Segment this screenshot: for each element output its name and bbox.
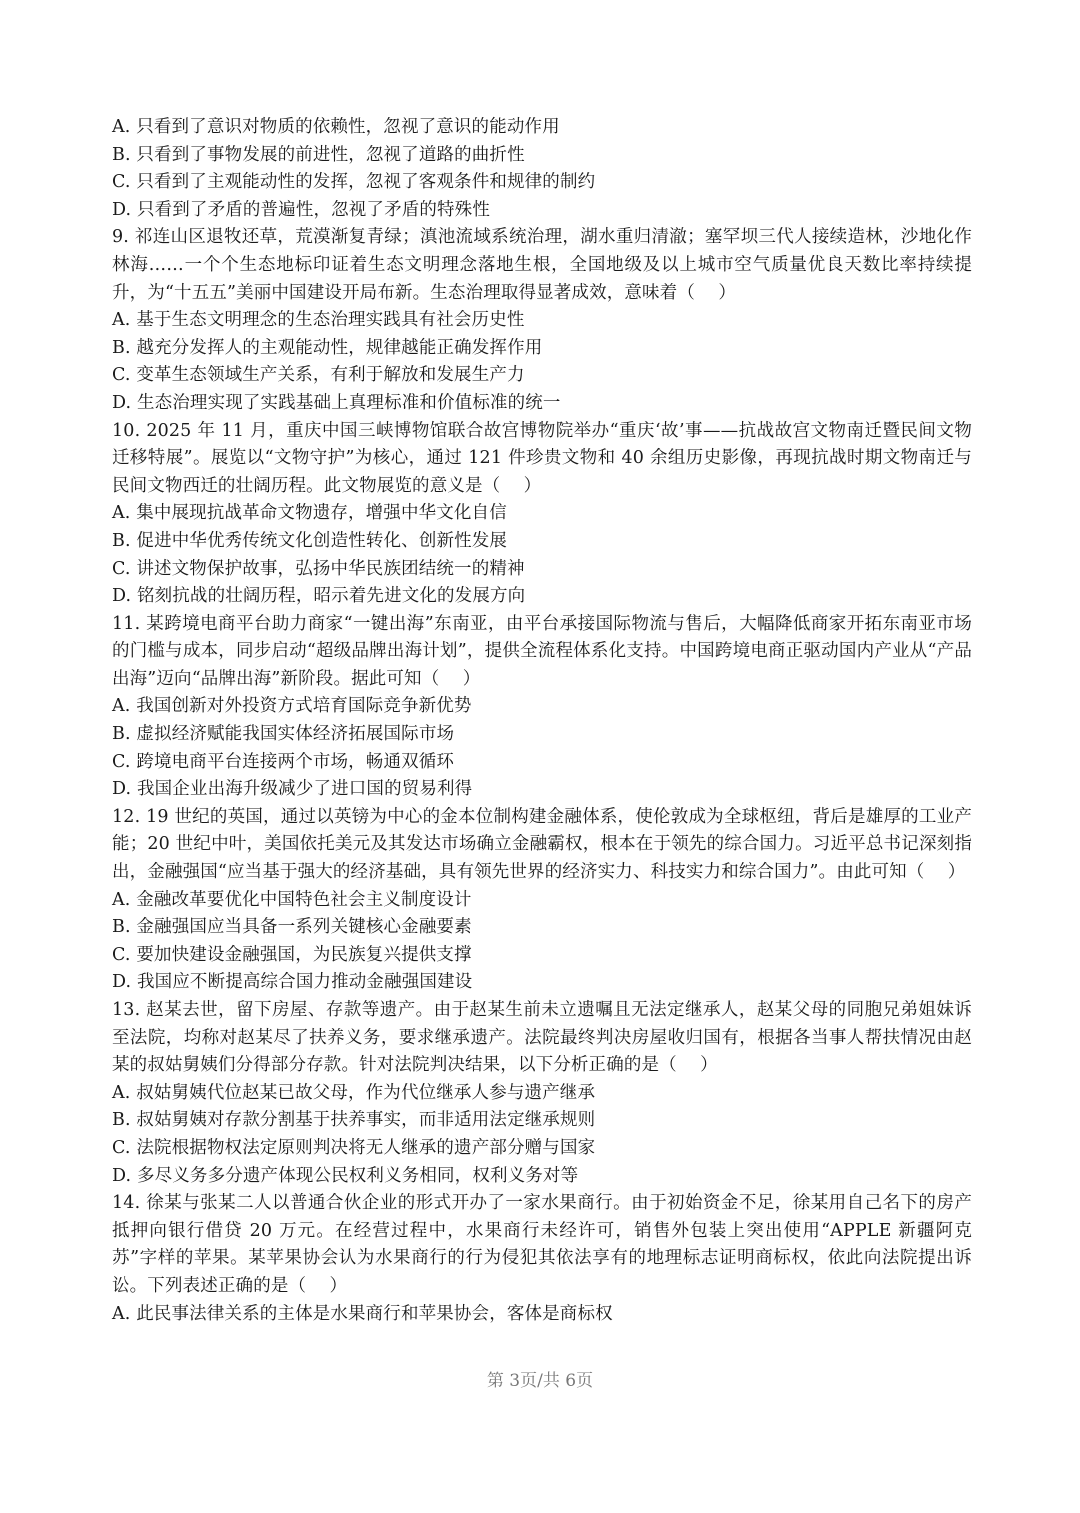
- question-13: [112, 997, 972, 1190]
- q14-option-a: A. 此民事法律关系的主体是水果商行和苹果协会，客体是商标权: [112, 1303, 613, 1324]
- question-11: [112, 611, 972, 804]
- question-9: [112, 224, 972, 417]
- q10-option-c: C. 讲述文物保护故事，弘扬中华民族团结统一的精神: [112, 558, 525, 579]
- q8-option-a: A. 只看到了意识对物质的依赖性，忽视了意识的能动作用: [112, 117, 560, 137]
- q9-option-d: D. 生态治理实现了实践基础上真理标准和价值标准的统一: [112, 392, 561, 413]
- question-10: [112, 418, 972, 611]
- q12-option-a: A. 金融改革要优化中国特色社会主义制度设计: [112, 889, 472, 910]
- q12-option-b: B. 金融强国应当具备一系列关键核心金融要素: [112, 917, 472, 938]
- q14-stem: 14. 徐某与张某二人以普通合伙企业的形式开办了一家水果商行。由于初始资金不足，徐某用自己名下的房产抵押向银行借贷 20 万元。在经营过程中，水果商行未经许可，销售外包装上突出使用“APPLE 新疆阿克苏”字样的苹果。某苹果协会认为水果商行的行为侵犯其依法享有的地理标志证明商标权，依此向法院提出诉讼。下列表述正确的是（ ）: [112, 1193, 972, 1296]
- q11-option-a: A. 我国创新对外投资方式培育国际竞争新优势: [112, 696, 472, 717]
- question-14: [112, 1190, 972, 1328]
- q13-option-b: B. 叔姑舅姨对存款分割基于扶养事实，而非适用法定继承规则: [112, 1110, 596, 1131]
- q13-option-c: C. 法院根据物权法定原则判决将无人继承的遗产部分赠与国家: [112, 1137, 596, 1158]
- q9-stem: 9. 祁连山区退牧还草，荒漠渐复青绿；滇池流域系统治理，湖水重归清澈；塞罕坝三代人接续造林，沙地化作林海……一个个生态地标印证着生态文明理念落地生根，全国地级及以上城市空气质量优良天数比率持续提升，为“十五五”美丽中国建设开局布新。生态治理取得显著成效，意味着（ ）: [112, 227, 972, 303]
- q8-option-c: C. 只看到了主观能动性的发挥，忽视了客观条件和规律的制约: [112, 172, 596, 193]
- q12-option-c: C. 要加快建设金融强国，为民族复兴提供支撑: [112, 944, 472, 965]
- q9-option-c: C. 变革生态领域生产关系，有利于解放和发展生产力: [112, 365, 525, 386]
- page-number-footer: 第 3页/共 6页: [486, 1371, 594, 1391]
- q8-option-b: B. 只看到了事物发展的前进性，忽视了道路的曲折性: [112, 144, 525, 165]
- q12-stem: 12. 19 世纪的英国，通过以英镑为中心的金本位制构建金融体系，使伦敦成为全球枢纽，背后是雄厚的工业产能；20 世纪中叶，美国依托美元及其发达市场确立金融霸权，根本在于领先的综合国力。习近平总书记深刻指出，金融强国“应当基于强大的经济基础，具有领先世界的经济实力、科技实力和综合国力”。由此可知（ ）: [112, 806, 972, 883]
- q10-option-b: B. 促进中华优秀传统文化创造性转化、创新性发展: [112, 530, 508, 551]
- q11-option-c: C. 跨境电商平台连接两个市场，畅通双循环: [112, 751, 455, 772]
- q10-stem: 10. 2025 年 11 月，重庆中国三峡博物馆联合故宫博物院举办“重庆‘故’事——抗战故宫文物南迁暨民间文物迁移特展”。展览以“文物守护”为核心，通过 121 件珍贵文物和 40 余组历史影像，再现抗战时期文物南迁与民间文物西迁的壮阔历程。此文物展览的意义是（ ）: [112, 420, 972, 496]
- q10-option-d: D. 铭刻抗战的壮阔历程，昭示着先进文化的发展方向: [112, 586, 526, 607]
- exam-page: [112, 114, 972, 1328]
- q12-option-d: D. 我国应不断提高综合国力推动金融强国建设: [112, 972, 473, 993]
- q9-option-b: B. 越充分发挥人的主观能动性，规律越能正确发挥作用: [112, 337, 543, 358]
- q13-stem: 13. 赵某去世，留下房屋、存款等遗产。由于赵某生前未立遗嘱且无法定继承人，赵某父母的同胞兄弟姐妹诉至法院，均称对赵某尽了扶养义务，要求继承遗产。法院最终判决房屋收归国有，根据各当事人帮扶情况由赵某的叔姑舅姨们分得部分存款。针对法院判决结果，以下分析正确的是（ ）: [112, 1000, 972, 1076]
- q11-option-d: D. 我国企业出海升级减少了进口国的贸易利得: [112, 779, 473, 800]
- question-8-options: [112, 114, 972, 224]
- q9-option-a: A. 基于生态文明理念的生态治理实践具有社会历史性: [112, 310, 525, 331]
- question-12: [112, 804, 972, 997]
- q13-option-d: D. 多尽义务多分遗产体现公民权利义务相同，权利义务对等: [112, 1165, 579, 1186]
- q10-option-a: A. 集中展现抗战革命文物遗存，增强中华文化自信: [112, 503, 507, 524]
- q11-option-b: B. 虚拟经济赋能我国实体经济拓展国际市场: [112, 724, 455, 745]
- q11-stem: 11. 某跨境电商平台助力商家“一键出海”东南亚，由平台承接国际物流与售后，大幅降低商家开拓东南亚市场的门槛与成本，同步启动“超级品牌出海计划”，提供全流程体系化支持。中国跨境电商正驱动国内产业从“产品出海”迈向“品牌出海”新阶段。据此可知（ ）: [112, 613, 972, 689]
- q8-option-d: D. 只看到了矛盾的普遍性，忽视了矛盾的特殊性: [112, 199, 490, 220]
- q13-option-a: A. 叔姑舅姨代位赵某已故父母，作为代位继承人参与遗产继承: [112, 1082, 596, 1103]
